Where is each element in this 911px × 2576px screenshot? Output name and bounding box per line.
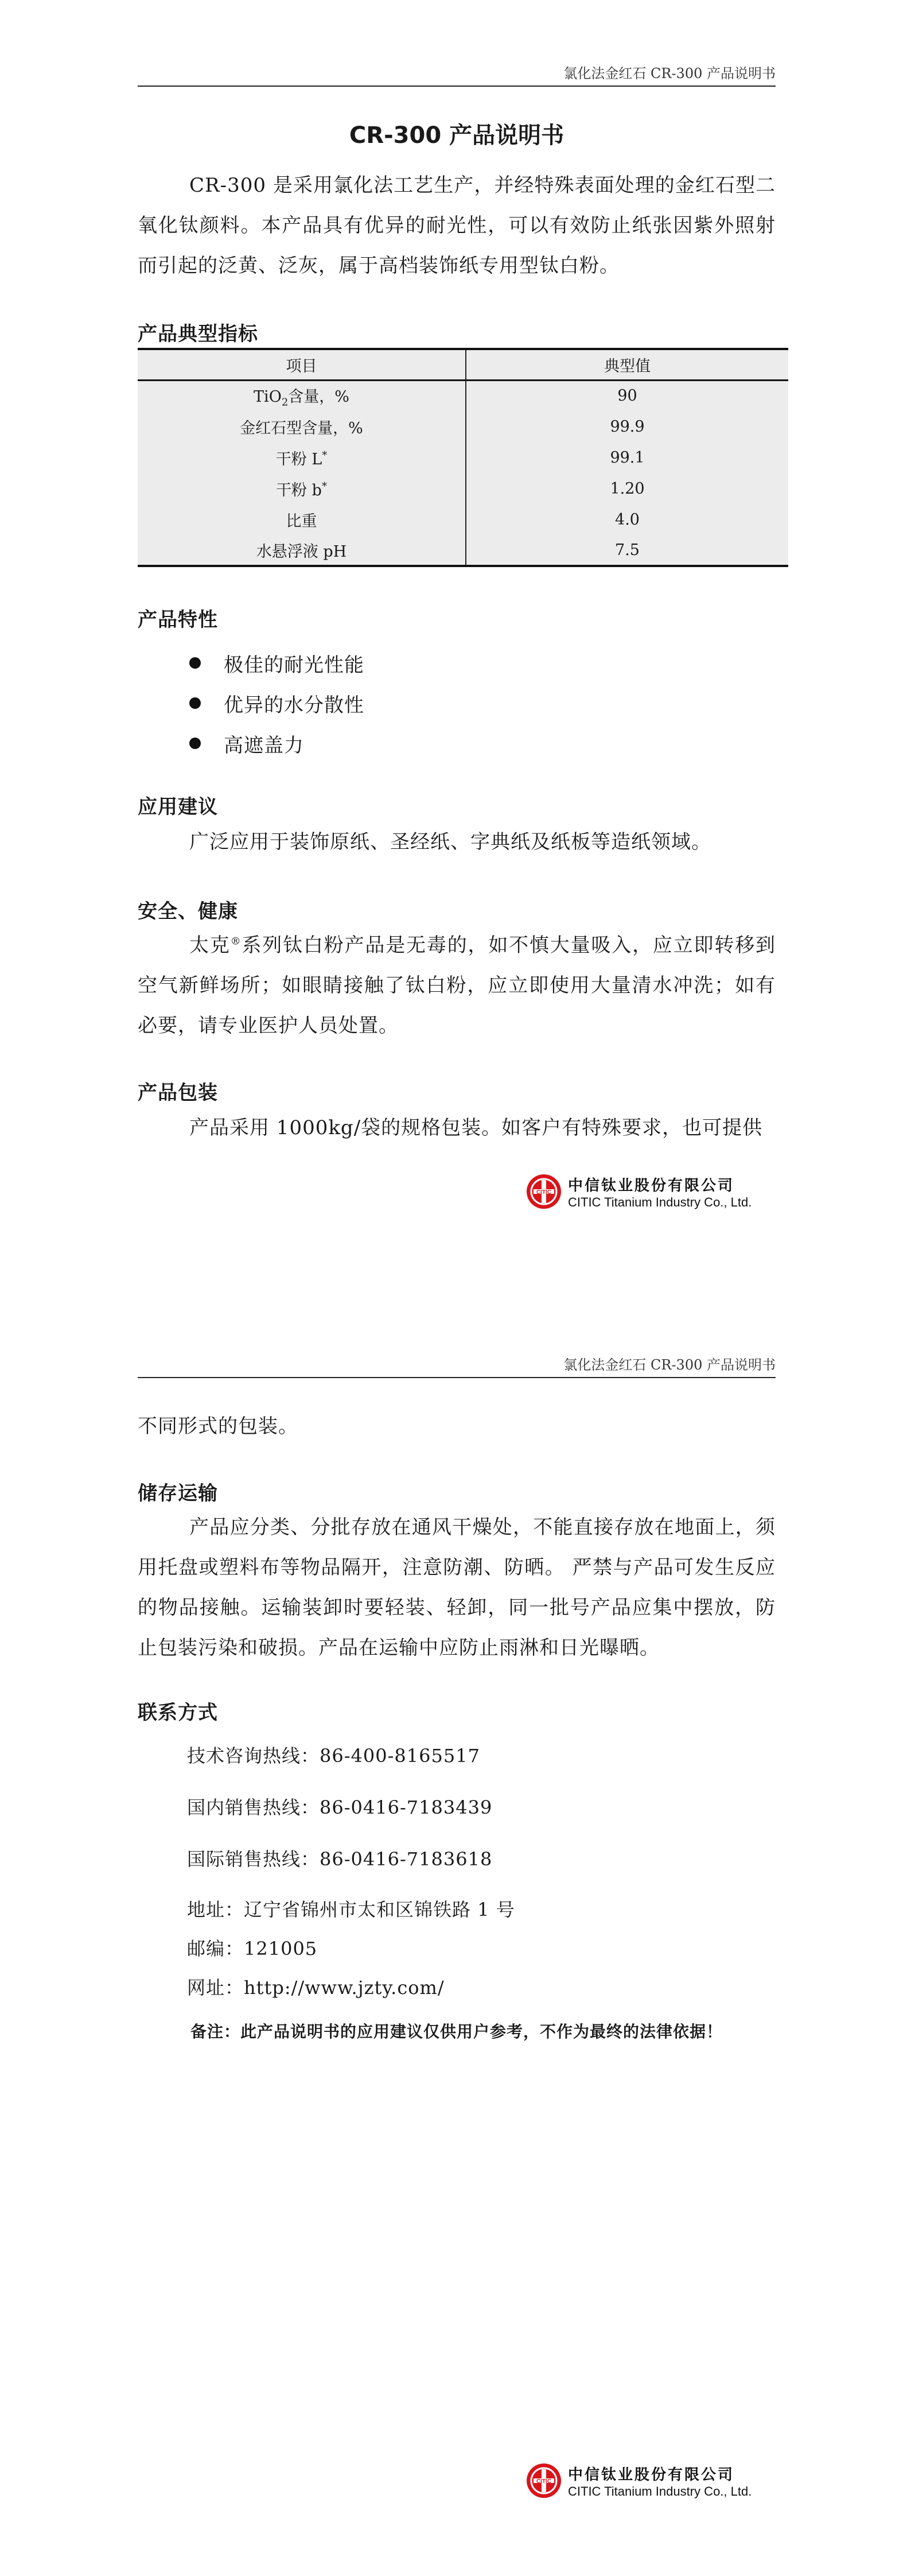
spec-value: 1.20 bbox=[466, 473, 788, 504]
bullet-icon bbox=[189, 697, 201, 709]
spec-item: TiO$_2$含量，% bbox=[254, 387, 349, 408]
intro-paragraph: CR-300 是采用氯化法工艺生产，并经特殊表面处理的金红石型二氧化钛颜料。本产品具有优异的耐光性，可以有效防止纸张因紫外照射而引起的泛黄、泛灰，属于高档装饰纸专用型钛白粉。 bbox=[138, 174, 776, 277]
registered-mark: ® bbox=[230, 935, 242, 948]
brand-name: 太克 bbox=[189, 934, 231, 957]
postcode: 邮编：121005 bbox=[187, 1938, 318, 1960]
document-title: CR-300 产品说明书 bbox=[349, 122, 564, 149]
list-item: 极佳的耐光性能 bbox=[189, 643, 364, 683]
column-header-value: 典型值 bbox=[466, 349, 788, 380]
disclaimer-note: 备注：此产品说明书的应用建议仅供用户参考，不作为最终的法律依据！ bbox=[190, 2022, 723, 2041]
page-2 bbox=[0, 1288, 911, 2576]
citic-logo-icon bbox=[525, 1173, 562, 1210]
spec-item: 干粉 b* bbox=[276, 480, 327, 499]
table-row bbox=[138, 473, 788, 504]
spec-item: 水悬浮液 pH bbox=[256, 542, 347, 561]
company-name-cn: 中信钛业股份有限公司 bbox=[568, 2466, 735, 2484]
bullet-icon bbox=[189, 657, 201, 669]
spec-value: 90 bbox=[466, 380, 788, 411]
packaging-heading: 产品包装 bbox=[138, 1081, 218, 1104]
table-row bbox=[138, 380, 788, 411]
specs-table-header bbox=[138, 349, 788, 380]
packaging-paragraph-continued: 不同形式的包装。 bbox=[138, 1415, 298, 1438]
spec-value: 99.1 bbox=[466, 442, 788, 473]
bullet-icon bbox=[189, 738, 201, 749]
spec-item: 干粉 L* bbox=[275, 449, 328, 468]
column-header-item: 项目 bbox=[286, 357, 317, 375]
spec-item: 比重 bbox=[286, 512, 317, 530]
contact-heading: 联系方式 bbox=[138, 1701, 218, 1724]
spec-value: 7.5 bbox=[466, 535, 788, 566]
website-link[interactable]: 网址：http://www.jzty.com/ bbox=[187, 1977, 445, 1999]
spec-value: 99.9 bbox=[466, 411, 788, 442]
safety-heading: 安全、健康 bbox=[138, 900, 238, 923]
company-logo bbox=[525, 1169, 784, 1215]
citic-logo-icon bbox=[525, 2462, 562, 2499]
address: 地址：辽宁省锦州市太和区锦铁路 1 号 bbox=[187, 1899, 515, 1921]
list-item: 优异的水分散性 bbox=[189, 683, 364, 723]
running-header: 氯化法金红石 CR-300 产品说明书 bbox=[138, 1353, 776, 1378]
storage-heading: 储存运输 bbox=[138, 1482, 218, 1505]
company-logo bbox=[525, 2458, 784, 2504]
table-row bbox=[138, 504, 788, 535]
domestic-hotline: 国内销售热线：86-0416-7183439 bbox=[187, 1797, 493, 1818]
safety-paragraph: 太克®系列钛白粉产品是无毒的，如不慎大量吸入，应立即转移到空气新鲜场所；如眼睛接触了钛白粉，应立即使用大量清水冲洗；如有必要，请专业医护人员处置。 bbox=[138, 934, 776, 1037]
spec-item: 金红石型含量，% bbox=[240, 419, 363, 437]
company-name-cn: 中信钛业股份有限公司 bbox=[568, 1177, 735, 1194]
tech-hotline: 技术咨询热线：86-400-8165517 bbox=[187, 1745, 480, 1767]
svg-text:CITIC: CITIC bbox=[536, 1189, 552, 1196]
packaging-paragraph: 产品采用 1000kg/袋的规格包装。如客户有特殊要求，也可提供 bbox=[189, 1116, 763, 1139]
intl-hotline: 国际销售热线：86-0416-7183618 bbox=[187, 1848, 493, 1870]
storage-paragraph: 产品应分类、分批存放在通风干燥处，不能直接存放在地面上，须用托盘或塑料布等物品隔开，注意防潮、防晒。 严禁与产品可发生反应的物品接触。运输装卸时要轻装、轻卸，同一批号产品应集中摆放，防止包装污染和破损。产品在运输中应防止雨淋和日光曝晒。 bbox=[138, 1516, 776, 1659]
spec-value: 4.0 bbox=[466, 504, 788, 535]
table-row bbox=[138, 411, 788, 442]
list-item: 高遮盖力 bbox=[189, 723, 364, 763]
features-heading: 产品特性 bbox=[138, 608, 218, 631]
specs-table bbox=[138, 348, 788, 567]
table-row bbox=[138, 442, 788, 473]
application-heading: 应用建议 bbox=[138, 796, 218, 818]
table-row bbox=[138, 535, 788, 566]
features-list bbox=[189, 643, 364, 763]
company-name-en: CITIC Titanium Industry Co., Ltd. bbox=[568, 1194, 752, 1209]
running-header: 氯化法金红石 CR-300 产品说明书 bbox=[138, 62, 776, 87]
company-name-en: CITIC Titanium Industry Co., Ltd. bbox=[568, 2484, 752, 2499]
svg-text:CITIC: CITIC bbox=[536, 2478, 552, 2485]
specs-heading: 产品典型指标 bbox=[138, 323, 258, 346]
application-paragraph: 广泛应用于装饰原纸、圣经纸、字典纸及纸板等造纸领域。 bbox=[189, 831, 711, 854]
